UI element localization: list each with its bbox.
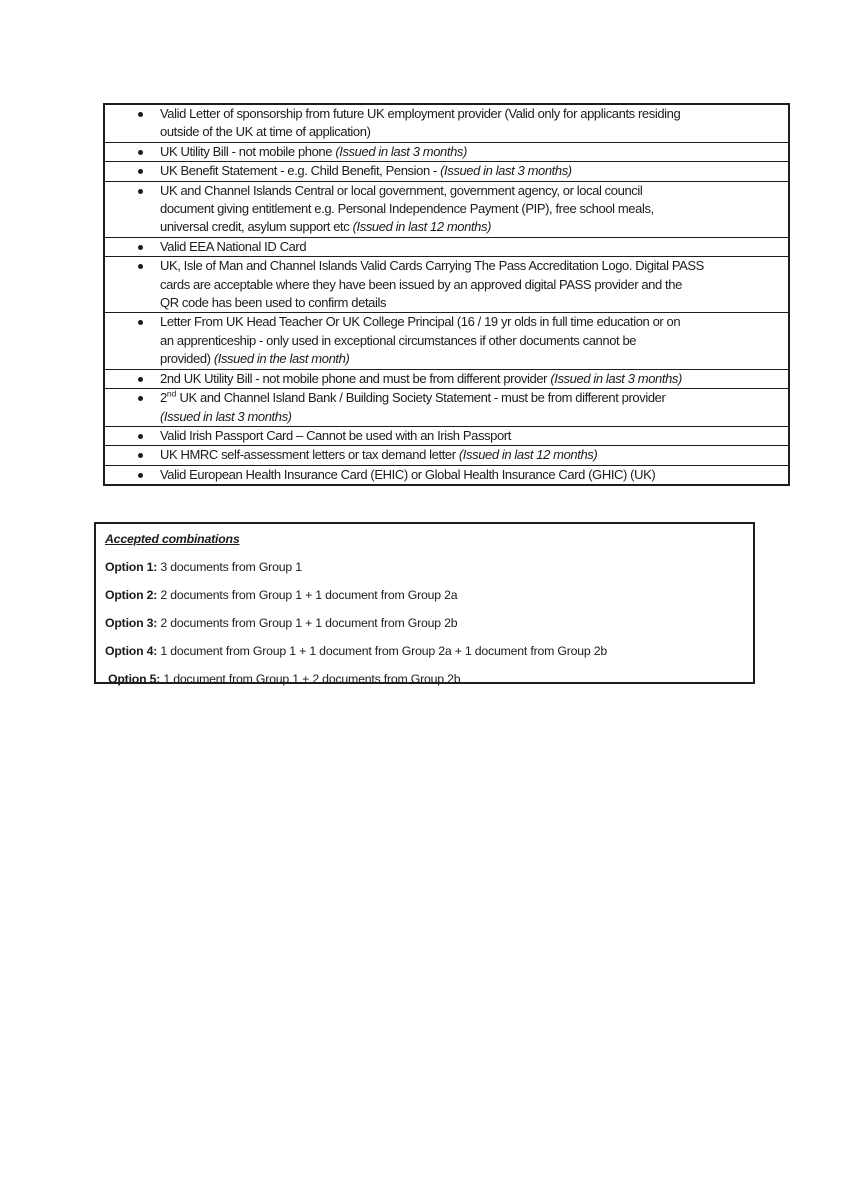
bullet-icon: [138, 434, 143, 439]
bullet-icon: [138, 264, 143, 269]
document-description-line: (Issued in last 3 months): [160, 408, 292, 424]
table-row: [105, 312, 788, 368]
bullet-icon: [138, 150, 143, 155]
accepted-combinations-heading: Accepted combinations: [105, 532, 240, 546]
bullet-icon: [138, 169, 143, 174]
document-description-line: 2nd UK Utility Bill - not mobile phone and must be from different provider (Issued in last 3 months): [160, 370, 682, 386]
option-text: 1 document from Group 1 + 2 documents from Group 2b: [160, 671, 461, 686]
table-row: [105, 426, 788, 445]
table-row: [105, 181, 788, 237]
table-row: [105, 445, 788, 464]
documents-table: [103, 103, 790, 486]
table-row: [105, 465, 788, 484]
document-description-line: QR code has been used to confirm details: [160, 295, 387, 311]
option-line: [105, 673, 743, 687]
table-row: [105, 256, 788, 312]
bullet-icon: [138, 245, 143, 250]
document-description-line: UK Benefit Statement - e.g. Child Benefit, Pension - (Issued in last 3 months): [160, 163, 572, 179]
bullet-icon: [138, 453, 143, 458]
document-description-line: Valid Irish Passport Card – Cannot be used with an Irish Passport: [160, 427, 511, 443]
bullet-icon: [138, 396, 143, 401]
document-description-line: UK, Isle of Man and Channel Islands Valid Cards Carrying The Pass Accreditation Logo. Digital PASS: [160, 258, 704, 274]
option-line: [105, 589, 743, 603]
document-description-line: cards are acceptable where they have been issued by an approved digital PASS provider and the: [160, 276, 682, 292]
document-description-line: Letter From UK Head Teacher Or UK College Principal (16 / 19 yr olds in full time education or on: [160, 314, 681, 330]
options-list: [105, 561, 743, 687]
option-line: [105, 561, 743, 575]
document-description-line: UK Utility Bill - not mobile phone (Issued in last 3 months): [160, 143, 467, 159]
table-row: [105, 369, 788, 388]
table-row: [105, 161, 788, 180]
bullet-icon: [138, 189, 143, 194]
option-text: 1 document from Group 1 + 1 document from Group 2a + 1 document from Group 2b: [157, 643, 608, 658]
accepted-combinations-box: [94, 522, 755, 684]
option-label: Option 2:: [105, 587, 158, 602]
bullet-icon: [138, 473, 143, 478]
document-description-line: UK and Channel Islands Central or local government, government agency, or local council: [160, 182, 643, 198]
option-label: Option 4:: [105, 643, 158, 658]
document-description-line: an apprenticeship - only used in exceptional circumstances if other documents cannot be: [160, 332, 637, 348]
option-label: Option 1:: [105, 559, 158, 574]
option-text: 2 documents from Group 1 + 1 document from Group 2b: [157, 615, 458, 630]
document-description-line: 2nd UK and Channel Island Bank / Building Society Statement - must be from different provider: [160, 388, 666, 406]
option-line: [105, 645, 743, 659]
option-text: 2 documents from Group 1 + 1 document from Group 2a: [157, 587, 458, 602]
document-description-line: Valid Letter of sponsorship from future UK employment provider (Valid only for applicants residing: [160, 106, 681, 121]
table-row: [105, 142, 788, 161]
document-description-line: UK HMRC self-assessment letters or tax demand letter (Issued in last 12 months): [160, 447, 598, 463]
bullet-icon: [138, 112, 143, 117]
option-label: Option 3:: [105, 615, 158, 630]
option-label: Option 5:: [108, 671, 161, 686]
option-line: [105, 617, 743, 631]
document-description-line: provided) (Issued in the last month): [160, 351, 350, 367]
option-text: 3 documents from Group 1: [157, 559, 302, 574]
bullet-icon: [138, 320, 143, 325]
table-row: [105, 388, 788, 426]
document-description-line: Valid European Health Insurance Card (EHIC) or Global Health Insurance Card (GHIC) (UK): [160, 466, 656, 482]
bullet-icon: [138, 377, 143, 382]
document-description-line: Valid EEA National ID Card: [160, 238, 307, 254]
table-row: [105, 105, 788, 142]
document-description-line: document giving entitlement e.g. Personal Independence Payment (PIP), free school meals,: [160, 201, 654, 217]
document-description-line: universal credit, asylum support etc (Issued in last 12 months): [160, 219, 492, 235]
table-row: [105, 237, 788, 256]
document-description-line: outside of the UK at time of application): [160, 124, 371, 140]
